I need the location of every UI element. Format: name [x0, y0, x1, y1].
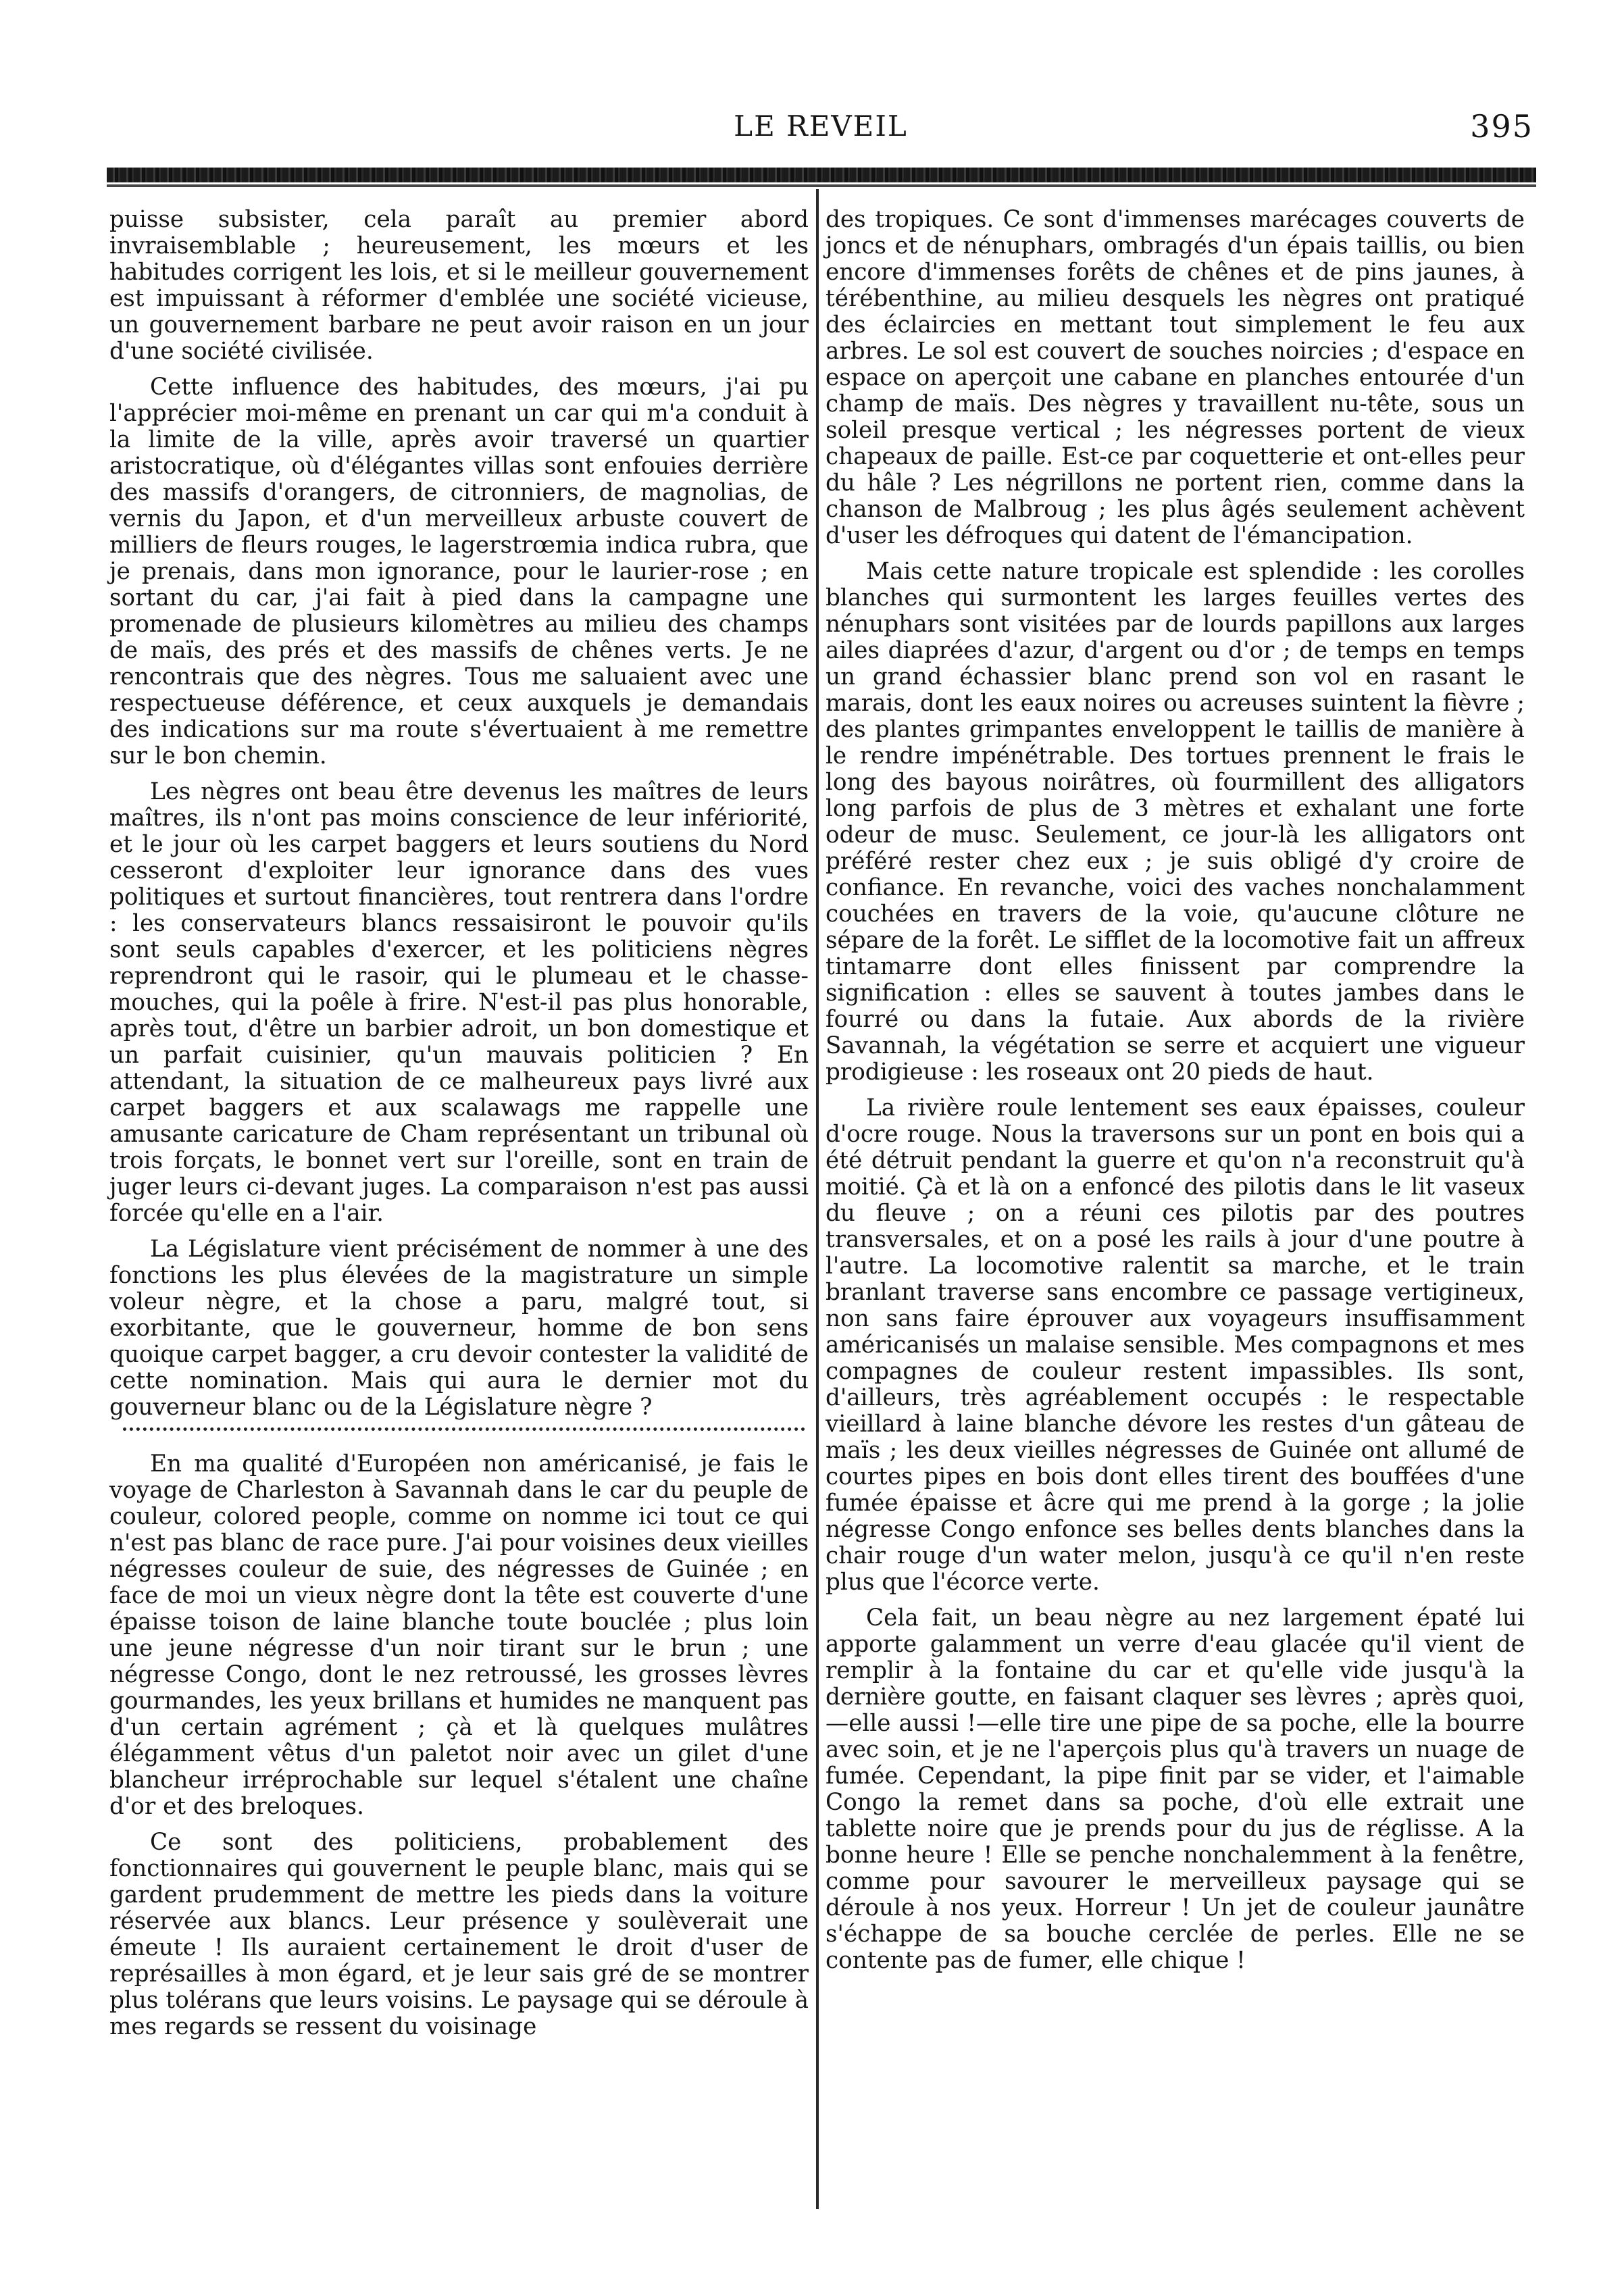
paragraph: La rivière roule lentement ses eaux épaisses, couleur d'ocre rouge. Nous la traversons sur un pont en bois qui a été détruit pendant la guerre et qu'on n'a reconstruit qu'à moitié. Çà et là on a enfoncé des pilotis dans le lit vaseux du fleuve ; on a réuni ces pilotis par des poutres transversales, et on a posé les rails à jour d'une poutre à l'autre. La locomotive ralentit sa marche, et le train branlant traverse sans encombre ce passage vertigineux, non sans faire éprouver aux voyageurs insuffisamment américanisés un malaise sensible. Mes compagnons et mes compagnes de couleur restent impassibles. Ils sont, d'ailleurs, très agréablement occupés : le respectable vieillard à laine blanche dévore les restes d'un gâteau de maïs ; les deux vieilles négresses de Guinée ont allumé de courtes pipes en bois dont elles tirent des bouffées d'une fumée épaisse et âcre qui me prend à la gorge ; la jolie négresse Congo enfonce ses belles dents blanches dans la chair rouge d'un water melon, jusqu'à ce qu'il n'en reste plus que l'écorce verte.: [826, 1094, 1525, 1596]
paragraph: Cela fait, un beau nègre au nez largement épaté lui apporte galamment un verre d'eau glacée qu'il vient de remplir à la fontaine du car et qu'elle vide jusqu'à la dernière goutte, en faisant claquer ses lèvres ; après quoi,—elle aussi !—elle tire une pipe de sa poche, elle la bourre avec soin, et je ne l'aperçois plus qu'à travers un nuage de fumée. Cependant, la pipe finit par se vider, et l'aimable Congo la remet dans sa poche, d'où elle extrait une tablette noire que je prends pour du jus de réglisse. A la bonne heure ! Elle se penche nonchalemment à la fenêtre, comme pour savourer le merveilleux paysage qui se déroule à nos yeux. Horreur ! Un jet de couleur jaunâtre s'échappe de sa bouche cerclée de perles. Elle ne se contente pas de fumer, elle chique !: [826, 1604, 1525, 1974]
paragraph: Les nègres ont beau être devenus les maîtres de leurs maîtres, ils n'ont pas moins conscience de leur infériorité, et le jour où les carpet baggers et leurs soutiens du Nord cesseront d'exploiter leur ignorance dans des vues politiques et surtout financières, tout rentrera dans l'ordre : les conservateurs blancs ressaisiront le pouvoir qu'ils sont seuls capables d'exercer, et les politiciens nègres reprendront qui le rasoir, qui le plumeau et le chasse-mouches, qui la poêle à frire. N'est-il pas plus honorable, après tout, d'être un barbier adroit, un bon domestique et un parfait cuisinier, qu'un mauvais politicien ? En attendant, la situation de ce malheureux pays livré aux carpet baggers et aux scalawags me rappelle une amusante caricature de Cham représentant un tribunal où trois forçats, le bonnet vert sur l'oreille, sont en train de juger leurs ci-devant juges. La comparaison n'est pas aussi forcée qu'elle en a l'air.: [109, 778, 809, 1227]
header-rule-thin: [107, 184, 1536, 187]
paragraph: puisse subsister, cela paraît au premier abord invraisemblable ; heureusement, les mœurs et les habitudes corrigent les lois, et si le meilleur gouvernement est impuissant à réformer d'emblée une société vicieuse, un gouvernement barbare ne peut avoir raison en un jour d'une société civilisée.: [109, 206, 809, 365]
page-number: 395: [1470, 108, 1533, 145]
page-title: LE REVEIL: [734, 109, 908, 143]
paragraph: Cette influence des habitudes, des mœurs, j'ai pu l'apprécier moi-même en prenant un car qui m'a conduit à la limite de la ville, après avoir traversé un quartier aristocratique, où d'élégantes villas sont enfouies derrière des massifs d'orangers, de citronniers, de magnolias, de vernis du Japon, et d'un merveilleux arbuste couvert de milliers de fleurs rouges, le lagerstrœmia indica rubra, que je prenais, dans mon ignorance, pour le laurier-rose ; en sortant du car, j'ai fait à pied dans la campagne une promenade de plusieurs kilomètres au milieu des champs de maïs, des prés et des massifs de chênes verts. Je ne rencontrais que des nègres. Tous me saluaient avec une respectueuse déférence, et ceux auxquels je demandais des indications sur ma route s'évertuaient à me remettre sur le bon chemin.: [109, 374, 809, 769]
section-separator: [123, 1427, 805, 1431]
paragraph: En ma qualité d'Européen non américanisé, je fais le voyage de Charleston à Savannah dans le car du peuple de couleur, colored people, comme on nomme ici tout ce qui n'est pas blanc de race pure. J'ai pour voisines deux vieilles négresses couleur de suie, des négresses de Guinée ; en face de moi un vieux nègre dont la tête est couverte d'une épaisse toison de laine blanche toute bouclée ; plus loin une jeune négresse d'un noir tirant sur le brun ; une négresse Congo, dont le nez retroussé, les grosses lèvres gourmandes, les yeux brillans et humides ne manquent pas d'un certain agrément ; çà et là quelques mulâtres élégamment vêtus d'un paletot noir avec un gilet d'une blancheur irréprochable sur lequel s'étalent une chaîne d'or et des breloques.: [109, 1450, 809, 1820]
column-divider: [816, 189, 819, 2209]
paragraph: La Législature vient précisément de nommer à une des fonctions les plus élevées de la magistrature un simple voleur nègre, et la chose a paru, malgré tout, si exorbitante, que le gouverneur, homme de bon sens quoique carpet bagger, a cru devoir contester la validité de cette nomination. Mais qui aura le dernier mot du gouverneur blanc ou de la Législature nègre ?: [109, 1236, 809, 1421]
running-head: [108, 101, 1533, 149]
paragraph: des tropiques. Ce sont d'immenses marécages couverts de joncs et de nénuphars, ombragés d'un épais taillis, ou bien encore d'immenses forêts de chênes et de pins jaunes, à térébenthine, au milieu desquels les nègres ont pratiqué des éclaircies en mettant tout simplement le feu aux arbres. Le sol est couvert de souches noircies ; d'espace en espace on aperçoit une cabane en planches entourée d'un champ de maïs. Des nègres y travaillent nu-tête, sous un soleil presque vertical ; les négresses portent de vieux chapeaux de paille. Est-ce par coquetterie et ont-elles peur du hâle ? Les négrillons ne portent rien, comme dans la chanson de Malbroug ; les plus âgés seulement achèvent d'user les défroques qui datent de l'émancipation.: [826, 206, 1525, 549]
paragraph: Ce sont des politiciens, probablement des fonctionnaires qui gouvernent le peuple blanc, mais qui se gardent prudemment de mettre les pieds dans la voiture réservée aux blancs. Leur présence y soulèverait une émeute ! Ils auraient certainement le droit d'user de représailles à mon égard, et je leur sais gré de se montrer plus tolérans que leurs voisins. Le paysage qui se déroule à mes regards se ressent du voisinage: [109, 1829, 809, 2040]
paragraph: Mais cette nature tropicale est splendide : les corolles blanches qui surmontent les larges feuilles vertes des nénuphars sont visitées par de lourds papillons aux larges ailes diaprées d'azur, d'argent ou d'or ; de temps en temps un grand échassier blanc prend son vol en rasant le marais, dont les eaux noires ou acreuses suintent la fièvre ; des plantes grimpantes enveloppent le taillis de manière à le rendre impénétrable. Des tortues prennent le frais le long des bayous noirâtres, où fourmillent des alligators long parfois de plus de 3 mètres et exhalant une forte odeur de musc. Seulement, ce jour-là les alligators ont préféré rester chez eux ; je suis obligé d'y croire de confiance. En revanche, voici des vaches nonchalamment couchées en travers de la voie, qu'aucune clôture ne sépare de la forêt. Le sifflet de la locomotive fait un affreux tintamarre dont elles finissent par comprendre la signification : elles se sauvent à toutes jambes dans le fourré ou dans la futaie. Aux abords de la rivière Savannah, la végétation se serre et acquiert une vigueur prodigieuse : les roseaux ont 20 pieds de haut.: [826, 558, 1525, 1086]
left-column: [109, 207, 809, 2040]
right-column: [826, 207, 1525, 1974]
header-rule: [107, 168, 1536, 182]
